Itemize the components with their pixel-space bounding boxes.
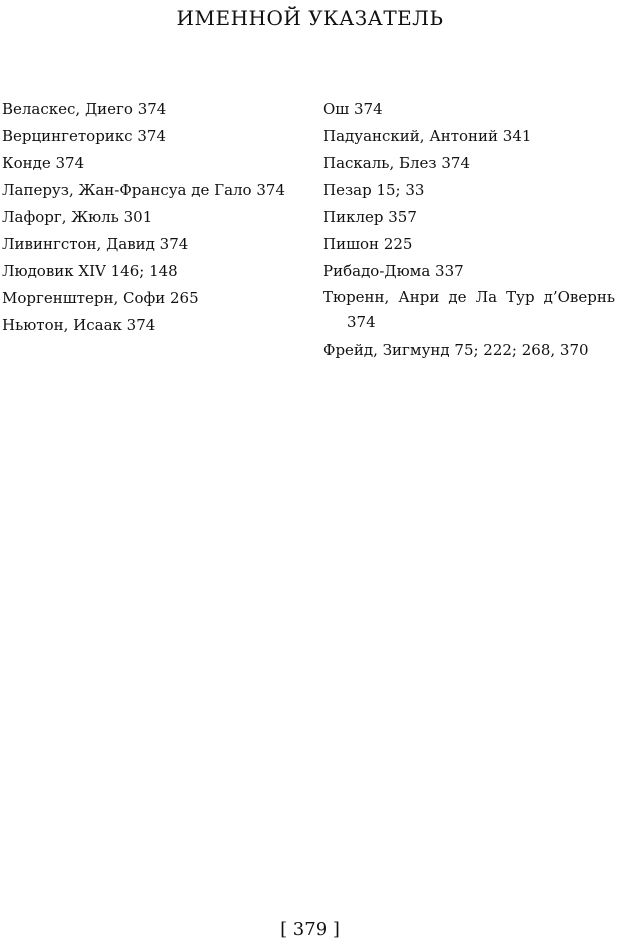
index-entry: Веласкес, Диего 374 xyxy=(2,100,167,118)
page-title: ИМЕННОЙ УКАЗАТЕЛЬ xyxy=(176,6,444,30)
page-number: [ 379 ] xyxy=(280,919,340,940)
index-entry: Пиклер 357 xyxy=(323,208,417,226)
index-column-right xyxy=(323,96,615,364)
index-entry: Пезар 15; 33 xyxy=(323,181,425,199)
index-entry: Падуанский, Антоний 341 xyxy=(323,127,532,145)
index-entry: Верцингеторикс 374 xyxy=(2,127,166,145)
index-entry: Лаперуз, Жан-Франсуа де Гало 374 xyxy=(2,181,285,199)
index-entry: Пишон 225 xyxy=(323,235,413,253)
index-entry: Людовик XIV 146; 148 xyxy=(2,262,178,280)
index-column-left xyxy=(2,96,302,339)
index-entry: Рибадо-Дюма 337 xyxy=(323,262,464,280)
index-entry: Фрейд, Зигмунд 75; 222; 268, 370 xyxy=(323,341,589,359)
index-entry: Ош 374 xyxy=(323,100,383,118)
index-entry: Лафорг, Жюль 301 xyxy=(2,208,153,226)
index-entry: Ливингстон, Давид 374 xyxy=(2,235,189,253)
index-entry: Паскаль, Блез 374 xyxy=(323,154,470,172)
index-entry: Конде 374 xyxy=(2,154,85,172)
index-entry: Ньютон, Исаак 374 xyxy=(2,316,156,334)
index-entry: Тюренн, Анри де Ла Тур д’Овернь 374 xyxy=(323,288,615,331)
index-entry: Моргенштерн, Софи 265 xyxy=(2,289,199,307)
